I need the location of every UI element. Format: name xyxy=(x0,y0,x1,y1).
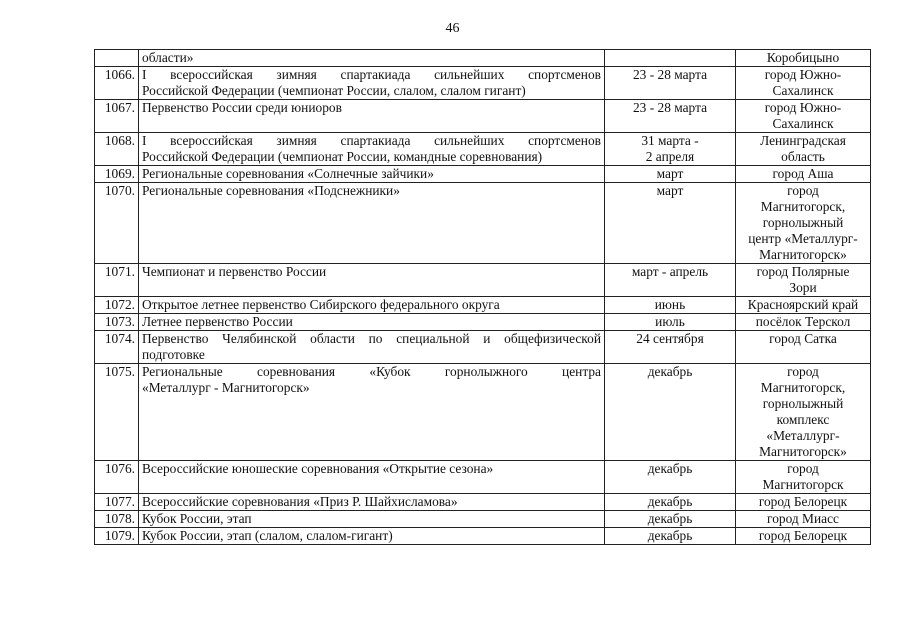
event-name-line: Региональные соревнования «Подснежники» xyxy=(142,183,400,198)
event-date xyxy=(605,331,736,364)
event-place-line: город Сатка xyxy=(769,331,837,346)
event-place xyxy=(736,50,871,67)
event-name-line: Российской Федерации (чемпионат России, слалом, слалом гигант) xyxy=(142,83,526,98)
event-place xyxy=(736,528,871,545)
table-row xyxy=(95,100,871,133)
event-place-line: область xyxy=(781,149,825,164)
event-name xyxy=(139,166,605,183)
event-place xyxy=(736,297,871,314)
event-date-line: 23 - 28 марта xyxy=(632,100,708,115)
event-name xyxy=(139,297,605,314)
event-date-line: июль xyxy=(655,314,685,329)
table-row xyxy=(95,528,871,545)
event-name-line: Кубок России, этап (слалом, слалом-гигант) xyxy=(142,528,393,543)
row-number: 1068. xyxy=(95,133,139,166)
event-place-line: Красноярский край xyxy=(747,297,859,312)
row-number xyxy=(95,50,139,67)
event-name-line: Всероссийские соревнования «Приз Р. Шайхисламова» xyxy=(142,494,458,509)
event-name-line: области» xyxy=(142,50,194,65)
row-number: 1074. xyxy=(95,331,139,364)
event-place-line: Зори xyxy=(789,280,817,295)
event-place-line: Ленинградская xyxy=(760,133,846,148)
event-date xyxy=(605,297,736,314)
event-place xyxy=(736,166,871,183)
table-row xyxy=(95,264,871,297)
event-name-line: Первенство Челябинской области по специальной и общефизической xyxy=(142,331,601,346)
event-place xyxy=(736,133,871,166)
event-place xyxy=(736,100,871,133)
event-name-line: «Металлург - Магнитогорск» xyxy=(142,380,310,395)
row-number: 1079. xyxy=(95,528,139,545)
row-number: 1075. xyxy=(95,364,139,461)
event-place-line: Коробицыно xyxy=(766,50,840,65)
row-number: 1069. xyxy=(95,166,139,183)
event-place-line: город xyxy=(787,183,819,198)
event-name xyxy=(139,100,605,133)
event-place xyxy=(736,264,871,297)
event-place-line: город Южно- xyxy=(764,100,842,115)
event-date xyxy=(605,100,736,133)
row-number: 1071. xyxy=(95,264,139,297)
event-place xyxy=(736,461,871,494)
event-date-line: 2 апреля xyxy=(645,149,695,164)
event-place-line: Магнитогорск, xyxy=(760,380,846,395)
event-place-line: город Полярные xyxy=(756,264,850,279)
table-row xyxy=(95,331,871,364)
event-place-line: «Металлург- xyxy=(766,428,840,443)
event-name-line: Первенство России среди юниоров xyxy=(142,100,342,115)
event-name-line: Летнее первенство России xyxy=(142,314,293,329)
event-place-line: Магнитогорск xyxy=(762,477,844,492)
events-table xyxy=(94,49,871,545)
event-place-line: город xyxy=(787,364,819,379)
event-name-line: Российской Федерации (чемпионат России, командные соревнования) xyxy=(142,149,543,164)
event-date xyxy=(605,314,736,331)
event-date-line: декабрь xyxy=(647,494,693,509)
page-number: 46 xyxy=(445,21,460,36)
event-place xyxy=(736,67,871,100)
event-date xyxy=(605,528,736,545)
event-place-line: город Белорецк xyxy=(758,494,848,509)
row-number: 1078. xyxy=(95,511,139,528)
event-name xyxy=(139,50,605,67)
table-row xyxy=(95,166,871,183)
event-place-line: город Миасс xyxy=(767,511,839,526)
event-place-line: комплекс xyxy=(776,412,830,427)
event-place-line: Магнитогорск, xyxy=(760,199,846,214)
event-place-line: город Аша xyxy=(772,166,834,181)
event-date xyxy=(605,264,736,297)
event-name-line: Всероссийские юношеские соревнования «Открытие сезона» xyxy=(142,461,494,476)
event-date-line: март xyxy=(656,166,684,181)
table-row xyxy=(95,314,871,331)
table-row xyxy=(95,183,871,264)
table-row xyxy=(95,297,871,314)
event-place xyxy=(736,331,871,364)
event-name-line: Открытое летнее первенство Сибирского федерального округа xyxy=(142,297,500,312)
table-row xyxy=(95,364,871,461)
event-date-line: март xyxy=(656,183,684,198)
event-name-line: подготовке xyxy=(142,347,205,362)
row-number: 1077. xyxy=(95,494,139,511)
event-name-line: I всероссийская зимняя спартакиада сильнейших спортсменов xyxy=(142,67,601,82)
row-number: 1073. xyxy=(95,314,139,331)
event-place xyxy=(736,511,871,528)
event-date-line: март - апрель xyxy=(631,264,709,279)
event-date-line: 31 марта - xyxy=(641,133,699,148)
event-name-line: Региональные соревнования «Солнечные зайчики» xyxy=(142,166,434,181)
event-date xyxy=(605,50,736,67)
row-number: 1076. xyxy=(95,461,139,494)
event-date-line: декабрь xyxy=(647,461,693,476)
row-number: 1070. xyxy=(95,183,139,264)
event-place-line: Сахалинск xyxy=(772,116,834,131)
event-place-line: посёлок Терскол xyxy=(755,314,851,329)
event-place xyxy=(736,183,871,264)
event-name xyxy=(139,494,605,511)
event-place-line: горнолыжный xyxy=(762,396,844,411)
event-name-line: Региональные соревнования «Кубок горнолыжного центра xyxy=(142,364,601,379)
event-place-line: город xyxy=(787,461,819,476)
event-place-line: Магнитогорск» xyxy=(759,444,847,459)
event-name xyxy=(139,364,605,461)
event-place-line: горнолыжный xyxy=(762,215,844,230)
event-date-line: декабрь xyxy=(647,528,693,543)
event-name xyxy=(139,264,605,297)
event-name xyxy=(139,314,605,331)
event-name-line: Кубок России, этап xyxy=(142,511,252,526)
event-date xyxy=(605,511,736,528)
event-date xyxy=(605,461,736,494)
event-name-line: Чемпионат и первенство России xyxy=(142,264,327,279)
events-table-body xyxy=(95,50,871,545)
event-place xyxy=(736,314,871,331)
table-row xyxy=(95,461,871,494)
event-date xyxy=(605,133,736,166)
event-name xyxy=(139,528,605,545)
event-name xyxy=(139,183,605,264)
table-row xyxy=(95,67,871,100)
event-date xyxy=(605,364,736,461)
event-date xyxy=(605,183,736,264)
event-date xyxy=(605,67,736,100)
table-row xyxy=(95,133,871,166)
event-name xyxy=(139,133,605,166)
event-place-line: Магнитогорск» xyxy=(759,247,847,262)
table-row xyxy=(95,511,871,528)
event-place-line: Сахалинск xyxy=(772,83,834,98)
event-place-line: центр «Металлург- xyxy=(748,231,858,246)
event-date xyxy=(605,494,736,511)
row-number: 1072. xyxy=(95,297,139,314)
event-date-line: декабрь xyxy=(647,364,693,379)
event-name xyxy=(139,331,605,364)
event-place-line: город Южно- xyxy=(764,67,842,82)
table-row xyxy=(95,50,871,67)
event-name xyxy=(139,461,605,494)
row-number: 1067. xyxy=(95,100,139,133)
event-date-line: 24 сентября xyxy=(636,331,704,346)
event-place xyxy=(736,364,871,461)
event-date xyxy=(605,166,736,183)
event-name-line: I всероссийская зимняя спартакиада сильнейших спортсменов xyxy=(142,133,601,148)
event-place-line: город Белорецк xyxy=(758,528,848,543)
event-name xyxy=(139,67,605,100)
table-row xyxy=(95,494,871,511)
event-place xyxy=(736,494,871,511)
event-date-line: июнь xyxy=(654,297,686,312)
event-date-line: 23 - 28 марта xyxy=(632,67,708,82)
row-number: 1066. xyxy=(95,67,139,100)
event-date-line: декабрь xyxy=(647,511,693,526)
event-name xyxy=(139,511,605,528)
